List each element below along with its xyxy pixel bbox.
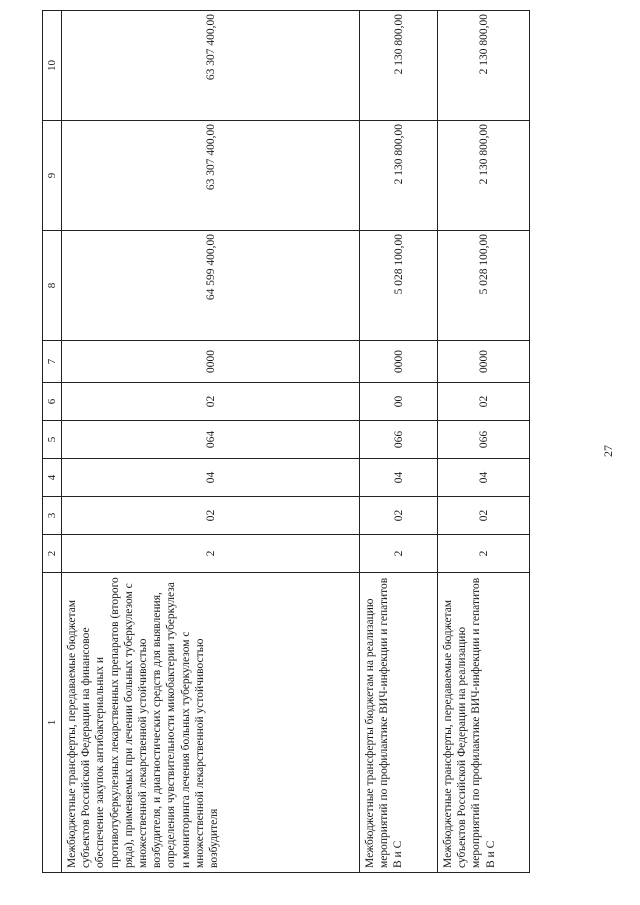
row-amount-8: 64 599 400,00	[62, 231, 360, 341]
column-header-4: 4	[43, 459, 62, 497]
row-code-4: 04	[438, 459, 530, 497]
row-amount-9: 2 130 800,00	[360, 121, 438, 231]
header-row	[43, 11, 62, 873]
page-number: 27	[601, 445, 615, 457]
table-row	[62, 11, 360, 873]
row-code-7: 0000	[62, 341, 360, 383]
row-code-5: 066	[360, 421, 438, 459]
row-amount-8: 5 028 100,00	[360, 231, 438, 341]
column-header-5: 5	[43, 421, 62, 459]
row-code-3: 02	[62, 497, 360, 535]
row-code-2: 2	[360, 535, 438, 573]
row-code-6: 02	[62, 383, 360, 421]
column-header-7: 7	[43, 341, 62, 383]
row-code-2: 2	[438, 535, 530, 573]
budget-table	[42, 10, 530, 873]
column-header-3: 3	[43, 497, 62, 535]
row-amount-10: 2 130 800,00	[360, 11, 438, 121]
column-header-10: 10	[43, 11, 62, 121]
column-header-6: 6	[43, 383, 62, 421]
row-amount-9: 2 130 800,00	[438, 121, 530, 231]
row-description: Межбюджетные трансферты, передаваемые бюджетам субъектов Российской Федерации на реализацию мероприятий по профилактике ВИЧ-инфекции и гепатитов В и С	[438, 573, 530, 873]
row-amount-10: 63 307 400,00	[62, 11, 360, 121]
row-code-4: 04	[62, 459, 360, 497]
row-code-4: 04	[360, 459, 438, 497]
row-code-5: 066	[438, 421, 530, 459]
row-amount-8: 5 028 100,00	[438, 231, 530, 341]
column-header-1: 1	[43, 573, 62, 873]
column-header-8: 8	[43, 231, 62, 341]
row-code-6: 02	[438, 383, 530, 421]
row-amount-10: 2 130 800,00	[438, 11, 530, 121]
row-description: Межбюджетные трансферты, передаваемые бюджетам субъектов Российской Федерации на финансовое обеспечение закупок антибактериальных и противотуберкулезных лекарственных препаратов (второго ряда), применяемых при лечении больных туберкулезом с множественной лекарственной устойчивостью возбудителя, и диагностических средств для выявления, определения чувствительности микобактерии туберкулеза и мониторинга лечения больных туберкулезом с множественной лекарственной устойчивостью возбудителя	[62, 573, 360, 873]
column-header-2: 2	[43, 535, 62, 573]
row-amount-9: 63 307 400,00	[62, 121, 360, 231]
row-code-7: 0000	[438, 341, 530, 383]
row-code-7: 0000	[360, 341, 438, 383]
column-header-9: 9	[43, 121, 62, 231]
row-code-2: 2	[62, 535, 360, 573]
table-row	[438, 11, 530, 873]
row-code-5: 064	[62, 421, 360, 459]
row-code-3: 02	[438, 497, 530, 535]
table-row	[360, 11, 438, 873]
row-description: Межбюджетные трансферты бюджетам на реализацию мероприятий по профилактике ВИЧ-инфекции и гепатитов В и С	[360, 573, 438, 873]
row-code-6: 00	[360, 383, 438, 421]
row-code-3: 02	[360, 497, 438, 535]
